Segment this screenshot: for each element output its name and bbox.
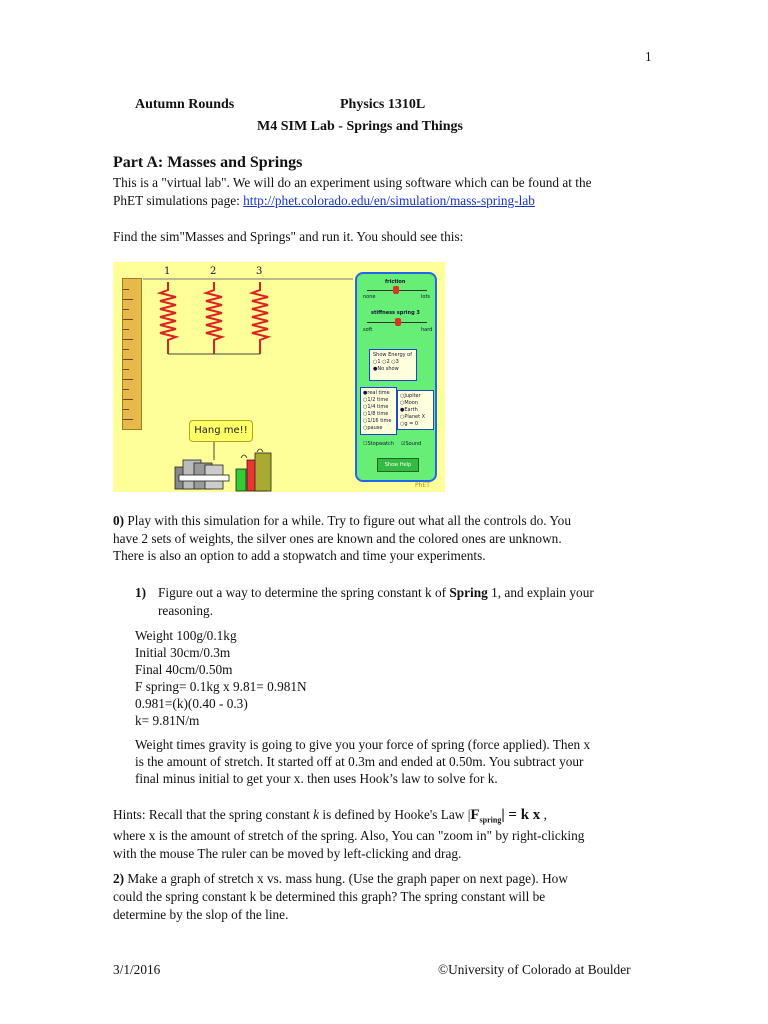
page-number: 1	[645, 49, 652, 64]
answer-line-2: Initial 30cm/0.3m	[135, 645, 231, 660]
spring-1-label: 1	[164, 266, 171, 277]
answer-line-9: final minus initial to get your x. then uses Hook’s law to solve for k.	[135, 771, 498, 786]
springs-graphic	[113, 262, 353, 492]
spring-3	[252, 282, 268, 354]
answer-line-6: k= 9.81N/m	[135, 713, 200, 728]
show-help-button[interactable]: Show Help	[377, 458, 419, 472]
time-eighth[interactable]: ○1/8 time	[363, 411, 389, 417]
q0-number: 0)	[113, 513, 125, 528]
footer-date: 3/1/2016	[113, 962, 161, 977]
colored-masses	[236, 449, 271, 491]
stiffness-hard-label: hard	[421, 327, 433, 333]
spring-2-label: 2	[210, 266, 217, 277]
hang-me-label[interactable]: Hang me!!	[189, 420, 253, 442]
stiffness-soft-label: soft	[363, 327, 373, 333]
friction-label: friction	[385, 279, 406, 285]
time-half[interactable]: ○1/2 time	[363, 397, 389, 403]
q2-line-2: could the spring constant k be determined this graph? The spring constant will be	[113, 889, 546, 904]
author-name: Autumn Rounds	[135, 97, 235, 112]
course-name: Physics 1310L	[340, 97, 426, 112]
friction-lots-label: lots	[421, 294, 431, 300]
planet-moon[interactable]: ○Moon	[400, 400, 418, 406]
answer-line-7: Weight times gravity is going to give you your force of spring (force applied). Then x	[135, 737, 591, 752]
energy-option-no-show[interactable]: ●No show	[373, 366, 399, 372]
phet-simulation-link[interactable]: http://phet.colorado.edu/en/simulation/mass-spring-lab	[243, 193, 535, 208]
energy-option-1[interactable]: ○1 ○2 ○3	[373, 359, 399, 365]
q0-line-2: have 2 sets of weights, the silver ones are known and the colored ones are unknown.	[113, 531, 562, 546]
time-sixteenth[interactable]: ○1/16 time	[363, 418, 392, 424]
control-panel	[355, 272, 437, 482]
q1-line-1: Figure out a way to determine the spring constant k of Spring 1, and explain your	[158, 585, 594, 600]
spring-2	[206, 282, 222, 354]
planet-zero-g[interactable]: ○g = 0	[400, 421, 419, 427]
q2-line-3: determine by the slop of the line.	[113, 907, 289, 922]
answer-line-5: 0.981=(k)(0.40 - 0.3)	[135, 696, 248, 711]
answer-line-4: F spring= 0.1kg x 9.81= 0.981N	[135, 679, 307, 694]
answer-line-1: Weight 100g/0.1kg	[135, 628, 237, 643]
sound-checkbox[interactable]: ☑Sound	[401, 441, 422, 447]
q0-line-1: 0) Play with this simulation for a while. Try to figure out what all the controls do. You	[113, 513, 571, 528]
energy-box	[369, 349, 417, 381]
find-sim-text: Find the sim"Masses and Springs" and run it. You should see this:	[113, 229, 464, 244]
time-pause[interactable]: ○pause	[363, 425, 383, 431]
q0-line-3: There is also an option to add a stopwatch and time your experiments.	[113, 548, 486, 563]
friction-none-label: none	[363, 294, 376, 300]
time-real[interactable]: ●real time	[363, 390, 390, 396]
silver-masses	[175, 460, 229, 489]
phet-logo: PhET	[415, 482, 430, 489]
q1-line-2: reasoning.	[158, 603, 214, 618]
simulation-screenshot	[113, 262, 445, 492]
friction-slider[interactable]	[393, 286, 399, 294]
time-box	[360, 387, 397, 435]
footer-copyright: ©University of Colorado at Boulder	[438, 962, 631, 977]
planet-jupiter[interactable]: ○Jupiter	[400, 393, 421, 399]
spring-3-label: 3	[256, 266, 263, 277]
answer-line-3: Final 40cm/0.50m	[135, 662, 233, 677]
planet-earth[interactable]: ●Earth	[400, 407, 418, 413]
intro-line-2	[113, 192, 535, 210]
intro-line-1: This is a "virtual lab". We will do an experiment using software which can be found at the	[113, 175, 592, 190]
show-energy-label: Show Energy of	[373, 352, 412, 358]
hints-line-1: Hints: Recall that the spring constant k is defined by Hooke's Law $|F_{spring}| = k$ x ,	[113, 807, 547, 825]
part-a-heading: Part A: Masses and Springs	[113, 154, 303, 171]
q2-number: 2)	[113, 871, 125, 886]
answer-line-8: is the amount of stretch. It started off at 0.3m and ended at 0.50m. You subtract your	[135, 754, 584, 769]
q1-number: 1)	[135, 585, 147, 600]
stopwatch-checkbox[interactable]: ☐Stopwatch	[363, 441, 394, 447]
q2-line-1: 2) Make a graph of stretch x vs. mass hung. (Use the graph paper on next page). How	[113, 871, 568, 886]
hints-line-2: where x is the amount of stretch of the spring. Also, You can "zoom in" by right-clicking	[113, 828, 585, 843]
lab-title: M4 SIM Lab - Springs and Things	[257, 119, 463, 134]
planet-box	[397, 390, 434, 430]
stiffness-slider[interactable]	[395, 318, 401, 326]
hints-line-3: with the mouse The ruler can be moved by left-clicking and drag.	[113, 846, 462, 861]
intro-line-2-text: PhET simulations page:	[113, 193, 244, 208]
stiffness-label: stiffness spring 3	[371, 310, 420, 316]
planet-x[interactable]: ○Planet X	[400, 414, 426, 420]
spring-1	[160, 282, 176, 354]
time-quarter[interactable]: ○1/4 time	[363, 404, 389, 410]
